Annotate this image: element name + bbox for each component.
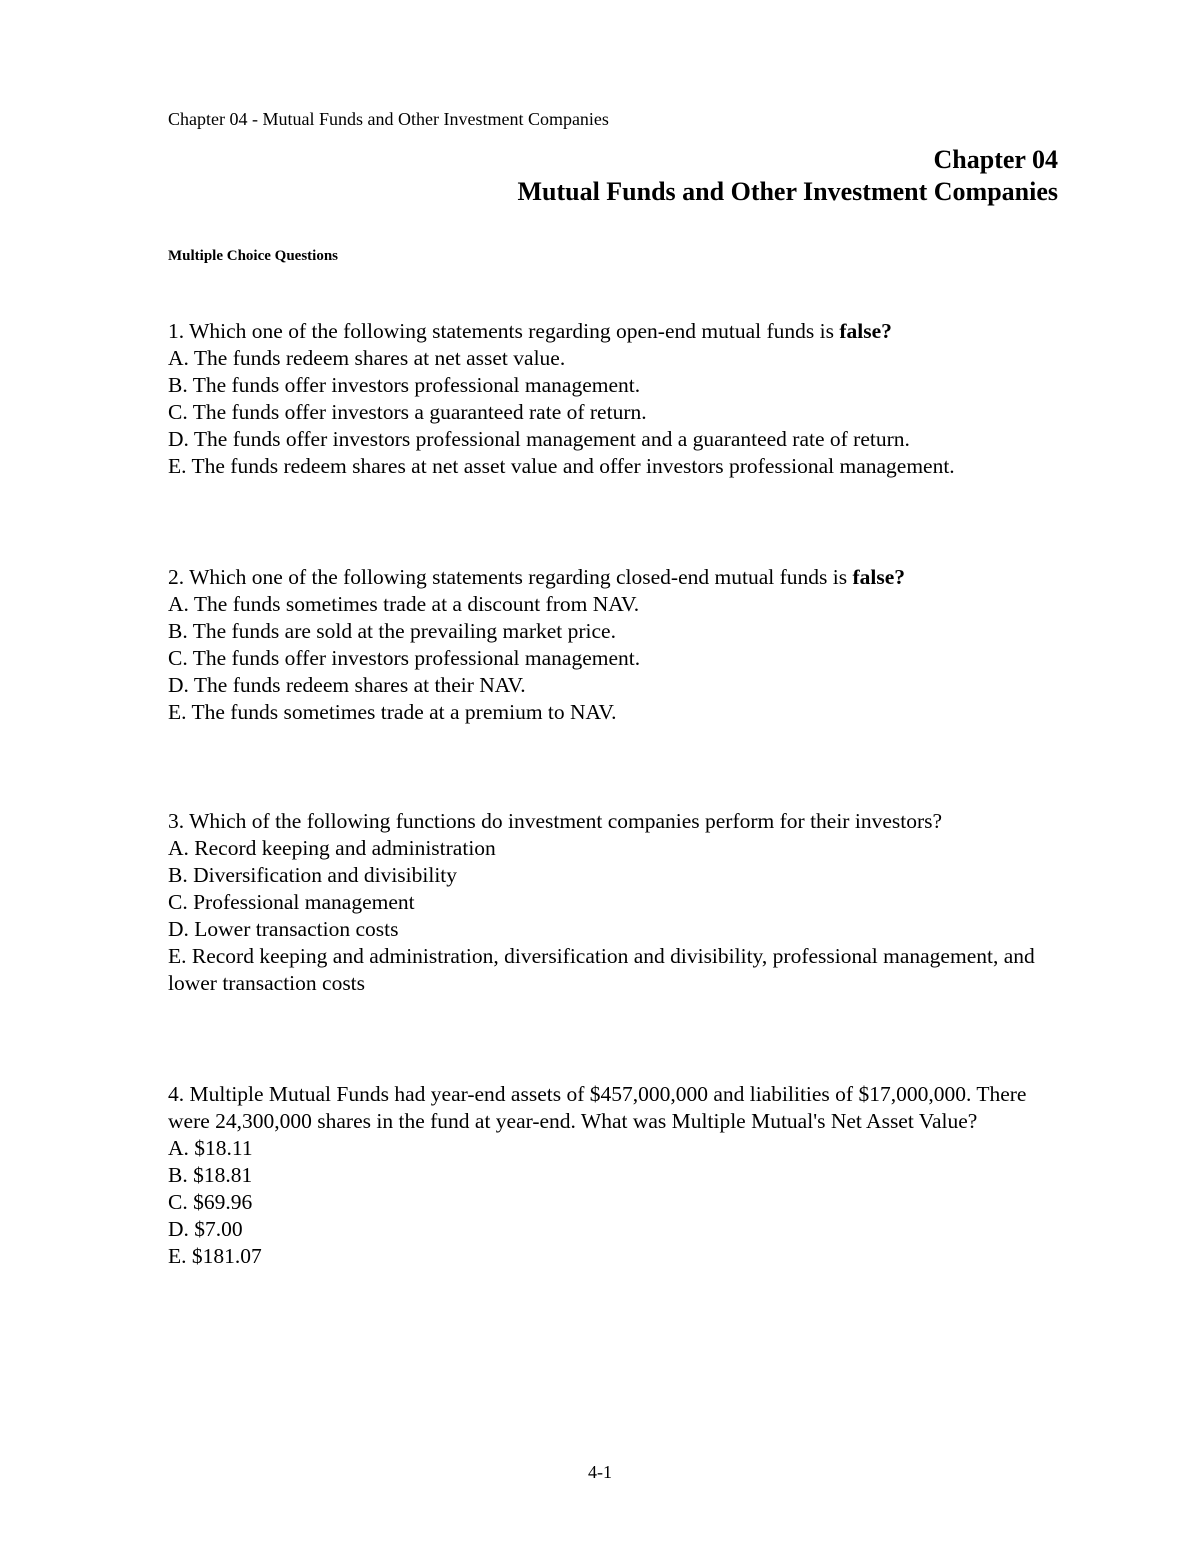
answer-option: B. The funds are sold at the prevailing market price. (168, 619, 616, 643)
answer-option: C. Professional management (168, 890, 415, 914)
answer-option: A. Record keeping and administration (168, 836, 496, 860)
answer-option: C. The funds offer investors a guaranteed rate of return. (168, 400, 647, 424)
chapter-subtitle: Mutual Funds and Other Investment Companies (517, 177, 1058, 206)
answer-option: D. $7.00 (168, 1217, 243, 1241)
answer-option: E. The funds sometimes trade at a premium to NAV. (168, 700, 617, 724)
running-header: Chapter 04 - Mutual Funds and Other Investment Companies (168, 109, 609, 129)
answer-option: D. Lower transaction costs (168, 917, 399, 941)
chapter-title-block (517, 144, 1058, 208)
answer-option: B. The funds offer investors professional management. (168, 373, 641, 397)
page-number: 4-1 (588, 1462, 612, 1482)
answer-option: A. $18.11 (168, 1136, 253, 1160)
question-1 (168, 318, 1058, 480)
answer-option: E. $181.07 (168, 1244, 262, 1268)
question-4 (168, 1081, 1058, 1270)
question-stem-emphasis: false? (839, 319, 892, 343)
answer-option: A. The funds sometimes trade at a discount from NAV. (168, 592, 640, 616)
chapter-number: Chapter 04 (933, 145, 1058, 174)
answer-option: E. Record keeping and administration, diversification and divisibility, professional management, and lower transaction costs (168, 944, 1035, 995)
answer-option: C. $69.96 (168, 1190, 253, 1214)
question-stem-text: 1. Which one of the following statements regarding open-end mutual funds is (168, 319, 840, 343)
question-stem-emphasis: false? (852, 565, 906, 589)
question-stem (168, 318, 1058, 345)
answer-option: A. The funds redeem shares at net asset value. (168, 346, 566, 370)
section-label: Multiple Choice Questions (168, 248, 339, 264)
answer-option: E. The funds redeem shares at net asset value and offer investors professional management. (168, 454, 955, 478)
answer-option: B. $18.81 (168, 1163, 253, 1187)
answer-option: C. The funds offer investors professional management. (168, 646, 641, 670)
question-stem (168, 564, 1058, 591)
question-stem: 4. Multiple Mutual Funds had year-end assets of $457,000,000 and liabilities of $17,000,000. There were 24,300,000 shares in the fund at year-end. What was Multiple Mutual's Net Asset Value? (168, 1082, 1027, 1133)
question-stem-text: 2. Which one of the following statements regarding closed-end mutual funds is (168, 565, 853, 589)
question-2 (168, 564, 1058, 726)
question-3 (168, 808, 1058, 997)
answer-option: D. The funds redeem shares at their NAV. (168, 673, 526, 697)
question-stem: 3. Which of the following functions do investment companies perform for their investors? (168, 809, 943, 833)
answer-option: D. The funds offer investors professional management and a guaranteed rate of return. (168, 427, 910, 451)
answer-option: B. Diversification and divisibility (168, 863, 458, 887)
